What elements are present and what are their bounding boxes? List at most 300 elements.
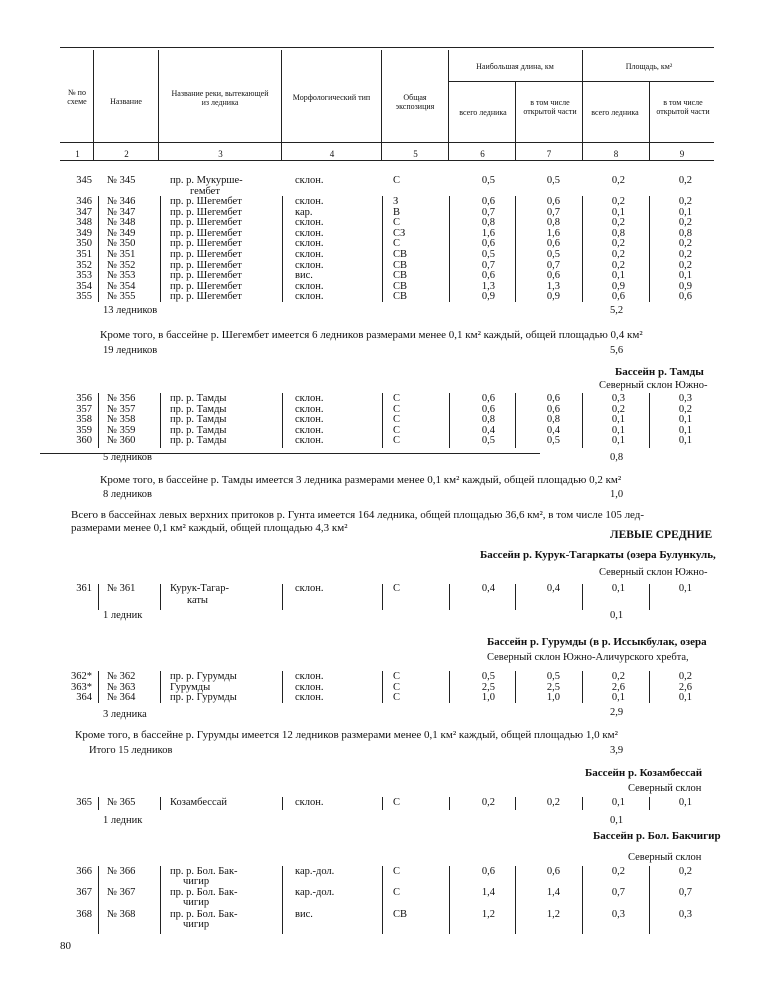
cell-name: № 349 xyxy=(107,227,136,239)
cell-morph-type: склон. xyxy=(295,217,324,229)
cell-length-open: 0,6 xyxy=(546,238,560,250)
cell-number: 367 xyxy=(76,887,92,898)
cell-river: пр. р. Шегембет xyxy=(170,270,242,282)
header-exposure: Общая экспозиция xyxy=(395,93,435,111)
cell-morph-type: кар. xyxy=(295,206,313,218)
river-continuation: чигир xyxy=(183,919,210,930)
cell-length-open: 0,5 xyxy=(546,175,560,186)
cell-morph-type: кар.-дол. xyxy=(295,887,335,898)
column-separator xyxy=(382,671,383,703)
cell-river: пр. р. Шегембет xyxy=(170,249,242,260)
cell-number: 347 xyxy=(76,206,92,218)
cell-length-total: 0,5 xyxy=(481,671,495,682)
column-separator xyxy=(282,584,283,610)
cell-area-total: 0,1 xyxy=(611,270,625,282)
cell-number: 350 xyxy=(76,238,92,250)
cell-exposure: СВ xyxy=(393,270,408,282)
cell-length-open: 0,6 xyxy=(546,866,560,877)
cell-name: № 363 xyxy=(107,681,136,693)
cell-length-total: 1,4 xyxy=(481,887,495,898)
cell-length-total: 2,5 xyxy=(481,681,495,693)
cell-name: № 365 xyxy=(107,797,136,808)
column-separator xyxy=(160,671,161,703)
column-separator xyxy=(515,671,516,703)
cell-area-open: 0,1 xyxy=(678,424,692,436)
cell-river: пр. р. Тамды xyxy=(170,435,227,447)
cell-area-open: 0,2 xyxy=(678,259,692,271)
cell-number: 349 xyxy=(76,227,92,239)
cell-name: № 367 xyxy=(107,887,136,898)
column-separator xyxy=(382,196,383,302)
cell-length-total: 1,3 xyxy=(481,280,495,292)
column-separator xyxy=(449,797,450,810)
cell-name: № 356 xyxy=(107,393,136,404)
cell-number: 354 xyxy=(76,280,92,292)
cell-length-open: 2,5 xyxy=(546,681,560,693)
cell-area-open: 0,1 xyxy=(678,797,692,808)
column-separator xyxy=(382,393,383,448)
cell-length-open: 1,3 xyxy=(546,280,560,292)
cell-length-total: 0,9 xyxy=(481,291,495,303)
cell-morph-type: склон. xyxy=(295,280,324,292)
cell-name: № 353 xyxy=(107,270,136,282)
cell-exposure: С xyxy=(393,403,401,415)
column-number: 1 xyxy=(75,149,80,159)
cell-exposure: С xyxy=(393,435,401,447)
header-name: Название xyxy=(110,97,142,106)
cell-length-total: 0,2 xyxy=(481,797,495,808)
river-continuation: чигир xyxy=(183,876,210,887)
cell-area-open: 0,9 xyxy=(678,280,692,292)
cell-number: 346 xyxy=(76,196,92,207)
column-separator xyxy=(449,393,450,448)
cell-morph-type: склон. xyxy=(295,249,324,260)
cell-name: № 368 xyxy=(107,909,136,920)
cell-name: № 351 xyxy=(107,249,136,260)
cell-area-total: 0,1 xyxy=(611,583,625,594)
cell-morph-type: склон. xyxy=(295,414,324,426)
column-separator xyxy=(449,671,450,703)
section-heading: ЛЕВЫЕ СРЕДНИЕ xyxy=(610,529,713,541)
group-total: 8 ледников xyxy=(103,489,152,500)
cell-river: пр. р. Гурумды xyxy=(170,671,237,682)
cell-area-open: 0,2 xyxy=(678,175,692,186)
cell-area-total: 0,2 xyxy=(611,866,625,877)
cell-area-total: 0,1 xyxy=(611,206,625,218)
cell-area-open: 0,2 xyxy=(678,217,692,229)
cell-area-total: 0,2 xyxy=(611,175,625,186)
cell-length-open: 0,4 xyxy=(546,424,560,436)
cell-name: № 352 xyxy=(107,259,136,271)
cell-morph-type: склон. xyxy=(295,393,324,404)
cell-length-total: 1,2 xyxy=(481,909,495,920)
column-separator xyxy=(382,866,383,934)
cell-length-total: 0,8 xyxy=(481,414,495,426)
cell-area-total: 0,1 xyxy=(611,414,625,426)
summary-line-1: Всего в бассейнах левых верхних притоков р. Гунта имеется 164 ледника, общей площадью 36,6 км², в том числе 105 лед- xyxy=(71,509,645,521)
cell-area-total: 0,9 xyxy=(611,280,625,292)
cell-number: 363* xyxy=(71,681,92,693)
group-count: 1 ледник xyxy=(103,815,143,826)
slope-heading: Северный склон xyxy=(628,783,702,794)
column-separator xyxy=(98,584,99,610)
cell-area-total: 0,1 xyxy=(611,692,625,704)
cell-number: 364 xyxy=(76,692,92,704)
cell-area-open: 0,6 xyxy=(678,291,692,303)
cell-name: № 348 xyxy=(107,217,136,229)
cell-river: пр. р. Тамды xyxy=(170,393,227,404)
cell-exposure: С xyxy=(393,393,401,404)
cell-length-open: 0,8 xyxy=(546,217,560,229)
column-separator xyxy=(160,393,161,448)
basin-heading: Бассейн р. Курук-Тагаркаты (озера Булункуль, xyxy=(480,549,716,561)
cell-exposure: СВ xyxy=(393,909,408,920)
column-number: 6 xyxy=(480,149,485,159)
cell-area-total: 0,2 xyxy=(611,196,625,207)
group-count-area: 0,1 xyxy=(610,815,624,826)
column-separator xyxy=(582,866,583,934)
cell-length-total: 0,6 xyxy=(481,238,495,250)
column-separator xyxy=(282,797,283,810)
cell-name: № 350 xyxy=(107,238,136,250)
cell-number: 357 xyxy=(76,403,92,415)
cell-morph-type: склон. xyxy=(295,583,324,594)
column-separator xyxy=(449,584,450,610)
cell-morph-type: склон. xyxy=(295,435,324,447)
cell-length-open: 0,5 xyxy=(546,249,560,260)
cell-length-open: 1,2 xyxy=(546,909,560,920)
cell-exposure: СВ xyxy=(393,259,408,271)
cell-number: 351 xyxy=(76,249,92,260)
column-separator xyxy=(649,584,650,610)
basin-heading: Бассейн р. Козамбессай xyxy=(585,767,703,779)
cell-length-total: 0,6 xyxy=(481,866,495,877)
cell-exposure: СВ xyxy=(393,291,408,303)
cell-area-total: 0,7 xyxy=(611,887,625,898)
cell-area-total: 0,1 xyxy=(611,797,625,808)
cell-exposure: С xyxy=(393,887,401,898)
cell-length-open: 1,6 xyxy=(546,227,560,239)
cell-length-open: 1,4 xyxy=(546,887,560,898)
header-length: Наибольшая длина, км xyxy=(476,62,554,71)
group-count: 13 ледников xyxy=(103,305,158,316)
column-separator xyxy=(582,393,583,448)
cell-exposure: СЗ xyxy=(393,227,406,239)
river-continuation: чигир xyxy=(183,897,210,908)
cell-length-open: 0,6 xyxy=(546,403,560,415)
cell-river: пр. р. Бол. Бак- xyxy=(170,909,238,920)
cell-area-open: 0,1 xyxy=(678,206,692,218)
cell-exposure: С xyxy=(393,681,401,693)
cell-name: № 357 xyxy=(107,403,136,415)
basin-heading: Бассейн р. Тамды xyxy=(615,366,704,378)
cell-river: Курук-Тагар- xyxy=(170,583,229,594)
cell-area-total: 0,6 xyxy=(611,291,625,303)
cell-river: пр. р. Шегембет xyxy=(170,238,242,250)
slope-heading: Северный склон xyxy=(628,852,702,863)
cell-morph-type: склон. xyxy=(295,196,324,207)
column-separator xyxy=(649,393,650,448)
cell-number: 355 xyxy=(76,291,92,303)
cell-morph-type: склон. xyxy=(295,692,324,704)
cell-length-open: 0,5 xyxy=(546,671,560,682)
group-total-area: 5,6 xyxy=(610,345,624,356)
page-number: 80 xyxy=(60,940,71,952)
column-separator xyxy=(582,671,583,703)
cell-area-total: 0,2 xyxy=(611,238,625,250)
cell-morph-type: вис. xyxy=(295,270,313,282)
cell-length-total: 0,6 xyxy=(481,196,495,207)
cell-area-total: 0,2 xyxy=(611,249,625,260)
cell-name: № 355 xyxy=(107,291,136,303)
group-count-area: 2,9 xyxy=(610,707,624,718)
cell-area-open: 0,1 xyxy=(678,692,692,704)
cell-length-total: 0,5 xyxy=(481,249,495,260)
cell-exposure: С xyxy=(393,583,401,594)
cell-morph-type: склон. xyxy=(295,681,324,693)
column-separator xyxy=(582,584,583,610)
cell-exposure: С xyxy=(393,238,401,250)
cell-area-total: 0,2 xyxy=(611,259,625,271)
cell-number: 366 xyxy=(76,866,92,877)
cell-morph-type: склон. xyxy=(295,227,324,239)
cell-name: № 359 xyxy=(107,424,136,436)
cell-name: № 347 xyxy=(107,206,136,218)
note-paragraph: Кроме того, в бассейне р. Шегембет имеется 6 ледников размерами менее 0,1 км² каждый, общей площадью 0,4 км² xyxy=(100,329,643,341)
cell-length-open: 0,6 xyxy=(546,270,560,282)
cell-area-total: 0,3 xyxy=(611,909,625,920)
cell-name: № 354 xyxy=(107,280,136,292)
cell-river: Гурумды xyxy=(170,681,211,693)
cell-length-total: 1,6 xyxy=(481,227,495,239)
cell-river: пр. р. Шегембет xyxy=(170,291,242,303)
column-separator xyxy=(98,196,99,302)
cell-length-total: 1,0 xyxy=(481,692,495,704)
column-separator xyxy=(282,196,283,302)
summary-line-2: размерами менее 0,1 км² каждый, общей площадью 4,3 км² xyxy=(71,522,348,534)
column-separator xyxy=(98,671,99,703)
cell-length-total: 0,7 xyxy=(481,259,495,271)
column-separator xyxy=(98,797,99,810)
column-separator xyxy=(98,866,99,934)
cell-area-open: 0,1 xyxy=(678,414,692,426)
cell-area-open: 0,2 xyxy=(678,249,692,260)
column-separator xyxy=(160,196,161,302)
column-number: 5 xyxy=(413,149,418,159)
column-number: 2 xyxy=(124,149,129,159)
column-separator xyxy=(515,393,516,448)
header-morph-type: Морфологический тип xyxy=(292,93,371,102)
cell-name: № 345 xyxy=(107,175,136,186)
column-separator xyxy=(382,584,383,610)
cell-area-open: 0,2 xyxy=(678,403,692,415)
cell-area-total: 0,8 xyxy=(611,227,625,239)
cell-length-total: 0,5 xyxy=(481,435,495,447)
group-count: 1 ледник xyxy=(103,610,143,621)
cell-river: пр. р. Шегембет xyxy=(170,206,242,218)
cell-length-open: 0,7 xyxy=(546,259,560,271)
column-number: 4 xyxy=(329,149,335,159)
cell-area-open: 0,2 xyxy=(678,238,692,250)
cell-name: № 361 xyxy=(107,583,136,594)
cell-area-open: 2,6 xyxy=(678,681,692,693)
cell-length-open: 0,6 xyxy=(546,196,560,207)
cell-area-open: 0,3 xyxy=(678,909,692,920)
cell-river: пр. р. Тамды xyxy=(170,414,227,426)
group-total: 19 ледников xyxy=(103,345,158,356)
cell-length-total: 0,4 xyxy=(481,424,495,436)
cell-length-total: 0,7 xyxy=(481,206,495,218)
header-length-open: в том числе открытой части xyxy=(523,98,577,116)
cell-number: 356 xyxy=(76,393,92,404)
cell-number: 352 xyxy=(76,259,92,271)
column-separator xyxy=(649,196,650,302)
column-separator xyxy=(160,797,161,810)
cell-river: пр. р. Тамды xyxy=(170,403,227,415)
cell-area-total: 0,2 xyxy=(611,671,625,682)
column-separator xyxy=(582,797,583,810)
cell-number: 361 xyxy=(76,583,92,594)
column-separator xyxy=(649,797,650,810)
cell-length-open: 1,0 xyxy=(546,692,560,704)
cell-morph-type: склон. xyxy=(295,259,324,271)
cell-exposure: З xyxy=(393,196,399,207)
cell-exposure: СВ xyxy=(393,280,408,292)
cell-area-total: 0,1 xyxy=(611,424,625,436)
group-count-area: 5,2 xyxy=(610,305,624,316)
cell-morph-type: кар.-дол. xyxy=(295,866,335,877)
cell-morph-type: склон. xyxy=(295,424,324,436)
cell-exposure: С xyxy=(393,175,401,186)
cell-area-open: 0,1 xyxy=(678,270,692,282)
basin-heading: Бассейн р. Бол. Бакчигир xyxy=(593,830,721,842)
cell-length-total: 0,4 xyxy=(481,583,495,594)
cell-exposure: С xyxy=(393,217,401,229)
cell-length-total: 0,6 xyxy=(481,403,495,415)
header-area: Площадь, км² xyxy=(625,62,673,71)
cell-area-open: 0,1 xyxy=(678,435,692,447)
basin-heading: Бассейн р. Гурумды (в р. Иссыкбулак, озера xyxy=(487,636,707,648)
cell-length-total: 0,5 xyxy=(481,175,495,186)
cell-length-open: 0,9 xyxy=(546,291,560,303)
cell-length-total: 0,6 xyxy=(481,270,495,282)
cell-number: 345 xyxy=(76,175,92,186)
group-count-area: 0,1 xyxy=(610,610,624,621)
column-separator xyxy=(282,671,283,703)
cell-morph-type: склон. xyxy=(295,291,324,303)
group-total-area: 1,0 xyxy=(610,489,624,500)
cell-name: № 362 xyxy=(107,671,136,682)
cell-exposure: С xyxy=(393,692,401,704)
group-count-area: 0,8 xyxy=(610,452,624,463)
column-separator xyxy=(649,671,650,703)
column-separator xyxy=(515,196,516,302)
cell-number: 353 xyxy=(76,270,92,282)
cell-river: пр. р. Шегембет xyxy=(170,280,242,292)
cell-area-open: 0,7 xyxy=(678,887,692,898)
column-separator xyxy=(515,866,516,934)
column-separator xyxy=(98,393,99,448)
cell-exposure: В xyxy=(393,206,401,218)
cell-area-total: 0,2 xyxy=(611,217,625,229)
cell-morph-type: склон. xyxy=(295,403,324,415)
cell-area-open: 0,8 xyxy=(678,227,692,239)
cell-area-total: 0,2 xyxy=(611,403,625,415)
cell-area-total: 2,6 xyxy=(611,681,625,693)
cell-area-open: 0,2 xyxy=(678,866,692,877)
cell-length-total: 0,8 xyxy=(481,217,495,229)
column-separator xyxy=(515,797,516,810)
cell-number: 368 xyxy=(76,909,92,920)
cell-name: № 358 xyxy=(107,414,136,426)
cell-number: 358 xyxy=(76,414,92,426)
cell-exposure: СВ xyxy=(393,249,408,260)
cell-morph-type: вис. xyxy=(295,909,313,920)
cell-name: № 346 xyxy=(107,196,136,207)
cell-number: 362* xyxy=(71,671,92,682)
column-separator xyxy=(515,584,516,610)
cell-length-open: 0,8 xyxy=(546,414,560,426)
cell-exposure: С xyxy=(393,424,401,436)
cell-length-open: 0,2 xyxy=(546,797,560,808)
cell-river: Козамбессай xyxy=(170,797,228,808)
cell-area-total: 0,3 xyxy=(611,393,625,404)
group-total-area: 3,9 xyxy=(610,745,624,756)
cell-number: 348 xyxy=(76,217,92,229)
column-number: 9 xyxy=(679,149,685,159)
cell-morph-type: склон. xyxy=(295,671,324,682)
column-number: 8 xyxy=(613,149,619,159)
cell-length-open: 0,7 xyxy=(546,206,560,218)
header-length-total: всего ледника xyxy=(459,108,507,117)
column-number: 7 xyxy=(546,149,552,159)
cell-name: № 364 xyxy=(107,692,136,704)
cell-length-total: 0,6 xyxy=(481,393,495,404)
column-separator xyxy=(582,196,583,302)
note-paragraph: Кроме того, в бассейне р. Тамды имеется 3 ледника размерами менее 0,1 км² каждый, общей площадью 0,2 км² xyxy=(100,474,622,486)
cell-river: пр. р. Шегембет xyxy=(170,217,242,229)
cell-length-open: 0,5 xyxy=(546,435,560,447)
cell-river: пр. р. Бол. Бак- xyxy=(170,866,238,877)
cell-area-open: 0,2 xyxy=(678,196,692,207)
header-river: Название реки, вытекающей из ледника xyxy=(171,89,269,107)
header-area-open: в том числе открытой части xyxy=(656,98,710,116)
cell-morph-type: склон. xyxy=(295,797,324,808)
column-separator xyxy=(449,866,450,934)
cell-exposure: С xyxy=(393,671,401,682)
cell-number: 365 xyxy=(76,797,92,808)
column-separator xyxy=(282,866,283,934)
cell-number: 360 xyxy=(76,435,92,447)
slope-heading: Северный склон Южно- xyxy=(599,567,708,578)
cell-area-total: 0,1 xyxy=(611,435,625,447)
header-area-total: всего ледника xyxy=(591,108,639,117)
cell-name: № 360 xyxy=(107,435,136,447)
river-continuation: гембет xyxy=(190,186,220,197)
cell-length-open: 0,4 xyxy=(546,583,560,594)
cell-river: пр. р. Шегембет xyxy=(170,259,242,271)
column-separator xyxy=(160,584,161,610)
header-number: № по схеме xyxy=(67,88,87,106)
group-count: 5 ледников xyxy=(103,452,152,463)
cell-river: пр. р. Тамды xyxy=(170,424,227,436)
cell-area-open: 0,3 xyxy=(678,393,692,404)
group-count: 3 ледника xyxy=(103,709,147,720)
cell-area-open: 0,1 xyxy=(678,583,692,594)
cell-number: 359 xyxy=(76,424,92,436)
cell-morph-type: склон. xyxy=(295,238,324,250)
cell-exposure: С xyxy=(393,866,401,877)
